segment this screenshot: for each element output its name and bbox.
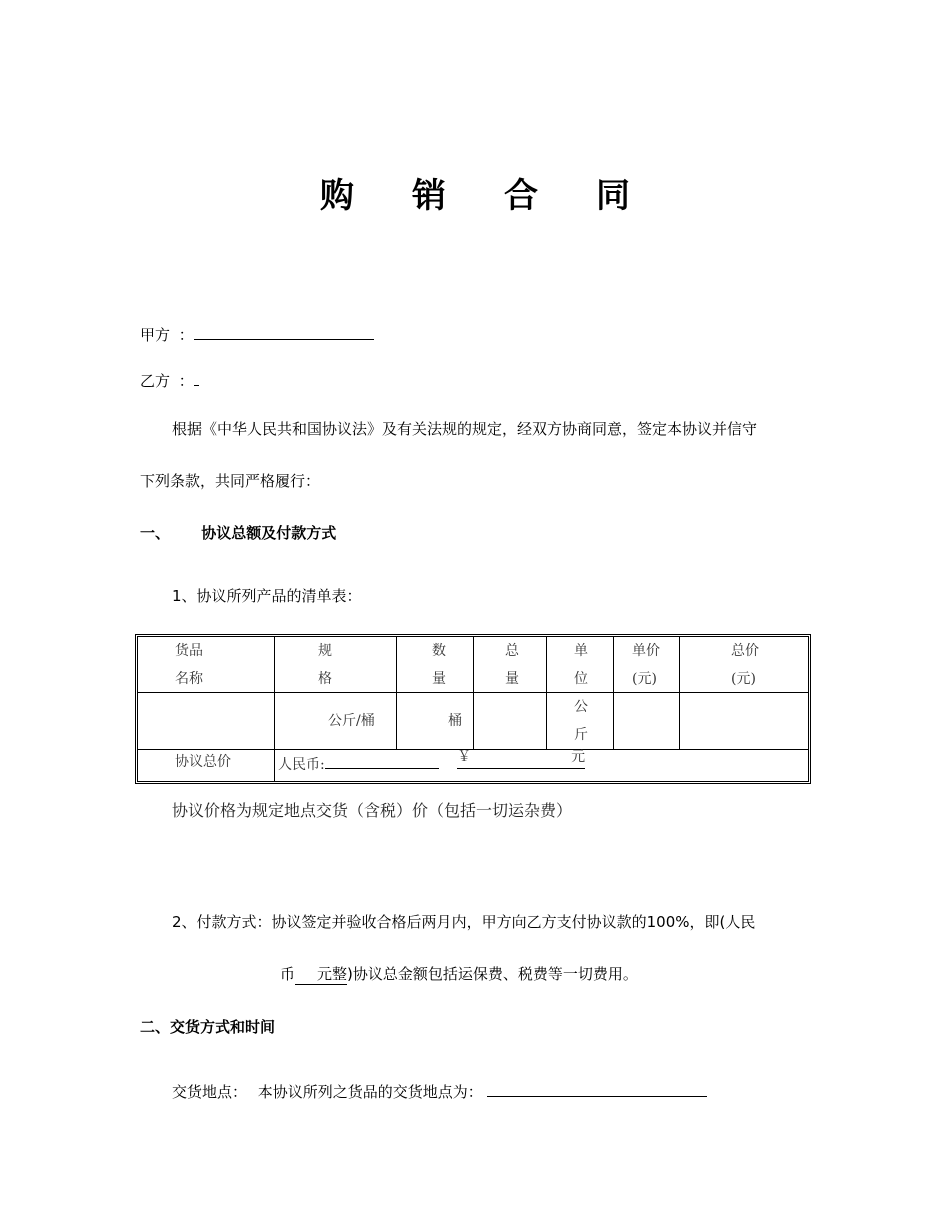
total-currency: 人民币: (278, 757, 325, 773)
table-header-cell: 单 位 (547, 637, 614, 693)
total-yuan: 元 (571, 749, 586, 765)
product-table (135, 634, 811, 784)
item-1-text: 1、协议所列产品的清单表： (172, 587, 362, 605)
table-cell-unit-price (614, 693, 680, 750)
title-char: 销 (412, 176, 446, 216)
table-cell-total-qty (474, 693, 547, 750)
table-total-value (275, 750, 808, 781)
party-b-line (140, 369, 199, 391)
table-cell-total-price (680, 693, 808, 750)
party-b-blank (194, 369, 199, 386)
section-1-number: 一、 (140, 524, 171, 542)
table-cell-spec: 公斤/桶 (275, 693, 397, 750)
intro-line-2: 下列条款，共同严格履行： (140, 472, 321, 490)
delivery-line (172, 1080, 707, 1102)
section-2-heading: 二、交货方式和时间 (140, 1018, 276, 1036)
delivery-label: 交货地点： (172, 1083, 248, 1101)
total-rmb-blank (325, 752, 439, 769)
payment-amount-blank: 元整 (295, 963, 347, 985)
price-note: 协议价格为规定地点交货（含税）价（包括一切运杂费） (172, 801, 573, 820)
table-header-cell: 单价 (元) (614, 637, 680, 693)
table-cell-name (138, 693, 275, 750)
document-title (0, 168, 950, 217)
intro-line-1: 根据《中华人民共和国协议法》及有关法规的规定，经双方协商同意，签定本协议并信守 (172, 420, 758, 438)
section-1-heading (140, 522, 336, 543)
title-char: 同 (596, 176, 630, 216)
title-char: 购 (320, 176, 354, 216)
party-a-label: 甲方 (140, 326, 171, 344)
item-2-line-2: 币 元整)协议总金额包括运保费、税费等一切费用。 (280, 965, 638, 983)
party-a-blank (194, 323, 374, 340)
delivery-blank (487, 1080, 707, 1097)
section-1-title: 协议总额及付款方式 (201, 524, 337, 542)
table-cell-unit: 公 斤 (547, 693, 614, 750)
item-2-line-1: 2、付款方式：协议签定并验收合格后两月内，甲方向乙方支付协议款的100%，即(人民 (172, 913, 756, 931)
table-header-cell: 货品 名称 (138, 637, 275, 693)
table-header-cell: 数 量 (397, 637, 474, 693)
party-b-label: 乙方 (140, 372, 171, 390)
party-a-colon: ： (178, 326, 194, 344)
party-a-line (140, 323, 374, 345)
total-yen-blank (457, 750, 585, 769)
table-header-cell: 总 量 (474, 637, 547, 693)
delivery-text: 本协议所列之货品的交货地点为： (257, 1083, 483, 1101)
table-total-label: 协议总价 (138, 750, 275, 781)
total-yen-symbol: ￥ (457, 749, 472, 765)
title-char: 合 (504, 176, 538, 216)
party-b-colon: ： (178, 372, 194, 390)
table-header-cell: 总价 (元) (680, 637, 808, 693)
table-cell-quantity: 桶 (397, 693, 474, 750)
table-header-cell: 规 格 (275, 637, 397, 693)
